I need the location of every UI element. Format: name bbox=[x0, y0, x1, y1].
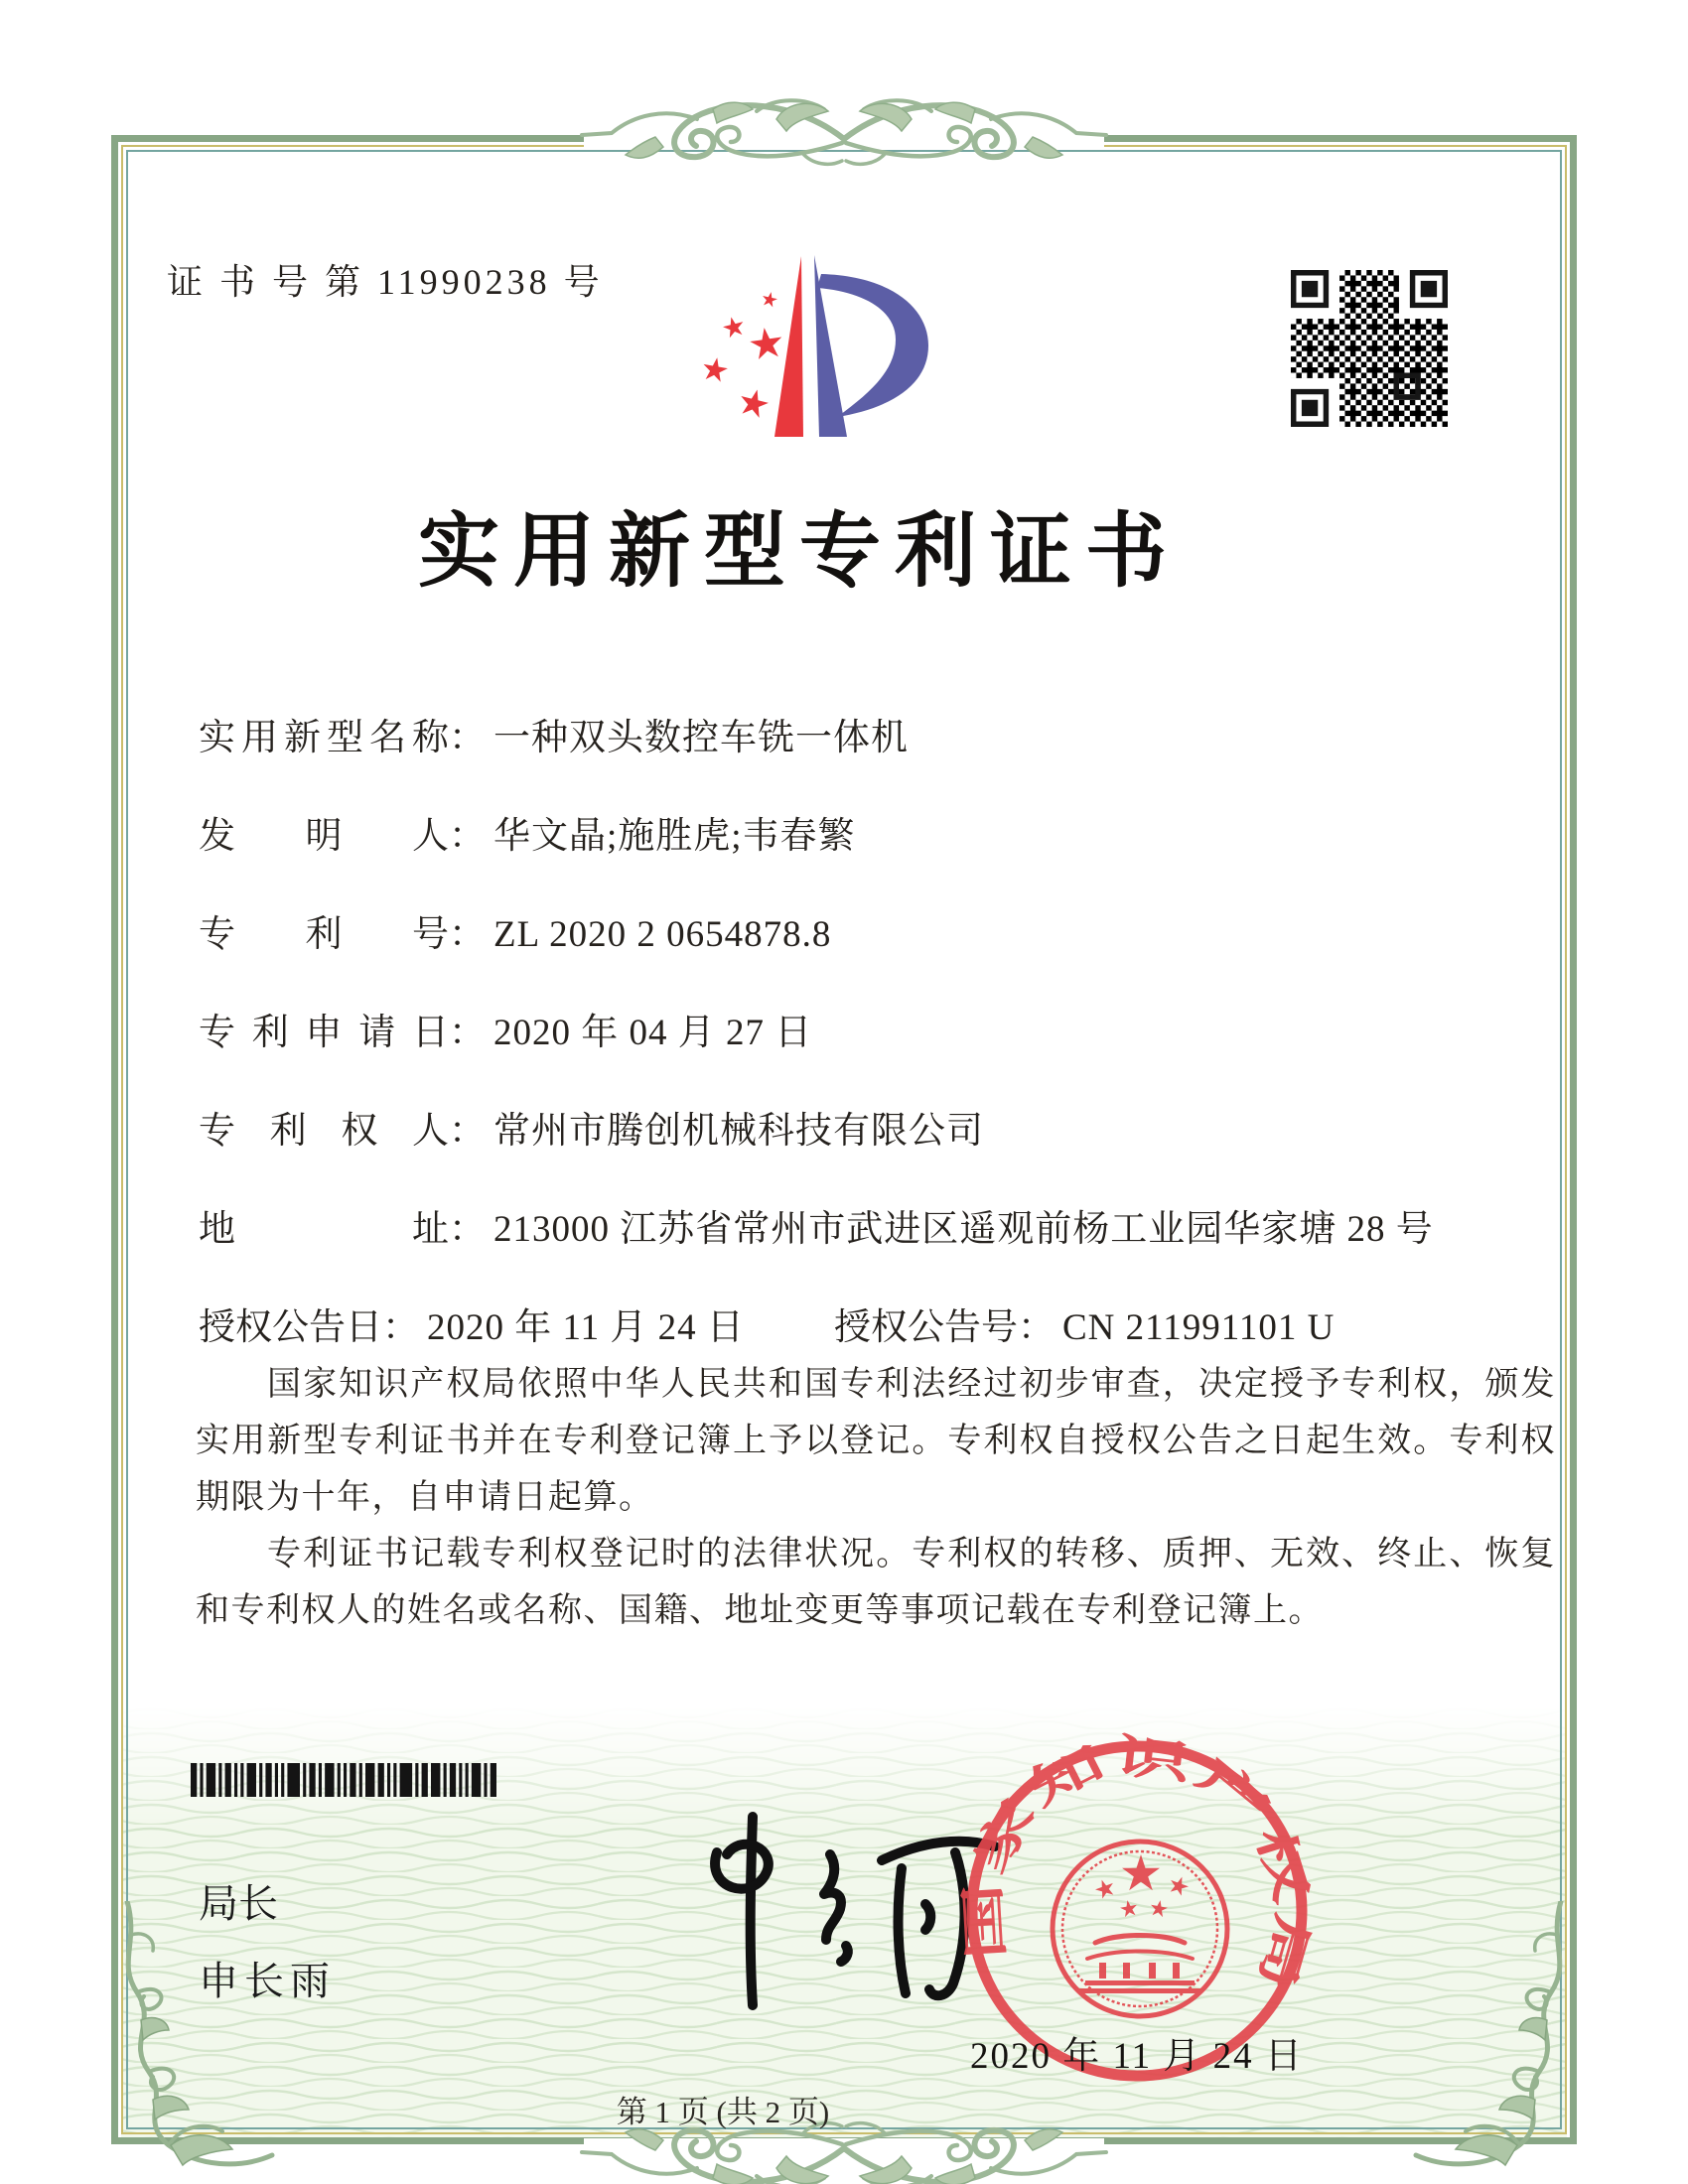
field-colon: ： bbox=[449, 816, 486, 857]
page-number: 第 1 页 (共 2 页) bbox=[616, 2095, 830, 2129]
certificate-number: 证 书 号 第 11990238 号 bbox=[167, 262, 604, 302]
field-colon: ： bbox=[449, 1013, 486, 1053]
field-row-grant bbox=[199, 1297, 1336, 1350]
grant-number-group bbox=[834, 1297, 1335, 1350]
legal-text-block bbox=[196, 1356, 1556, 1639]
barcode bbox=[191, 1763, 496, 1797]
logo-blue-shapes bbox=[814, 255, 928, 437]
grant-number-value: CN 211991101 U bbox=[1062, 1307, 1336, 1348]
certificate-title: 实用新型专利证书 bbox=[417, 506, 1181, 597]
field-label-name: 实用新型名称 bbox=[199, 718, 449, 758]
field-value-filing-date: 2020 年 04 月 27 日 bbox=[493, 1013, 813, 1053]
seal-date: 2020 年 11 月 24 日 bbox=[970, 2036, 1304, 2077]
field-value-address: 213000 江苏省常州市武进区遥观前杨工业园华家塘 28 号 bbox=[493, 1209, 1434, 1250]
cnipa-logo bbox=[692, 248, 940, 442]
field-row-name bbox=[199, 707, 909, 760]
field-label-patent-number: 专利号 bbox=[199, 914, 449, 955]
field-value-patentee: 常州市腾创机械科技有限公司 bbox=[493, 1111, 984, 1152]
field-row-patent-number bbox=[199, 903, 831, 957]
grant-date-label: 授权公告日 bbox=[199, 1307, 382, 1348]
field-row-inventors bbox=[199, 805, 856, 859]
field-label-patentee: 专利权人 bbox=[199, 1111, 449, 1152]
field-value-name: 一种双头数控车铣一体机 bbox=[493, 718, 909, 758]
national-emblem bbox=[1053, 1842, 1227, 2016]
field-value-inventors: 华文晶;施胜虎;韦春繁 bbox=[493, 816, 856, 857]
grant-date-value: 2020 年 11 月 24 日 bbox=[427, 1307, 745, 1348]
legal-paragraph-2: 专利证书记载专利权登记时的法律状况。专利权的转移、质押、无效、终止、恢复和专利权人的姓名或名称、国籍、地址变更等事项记载在专利登记簿上。 bbox=[196, 1536, 1556, 1629]
field-row-filing-date bbox=[199, 1002, 812, 1055]
legal-paragraph-1: 国家知识产权局依照中华人民共和国专利法经过初步审查，决定授予专利权，颁发实用新型专利证书并在专利登记簿上予以登记。专利权自授权公告之日起生效。专利权期限为十年，自申请日起算。 bbox=[196, 1366, 1556, 1516]
field-colon: ： bbox=[1018, 1307, 1055, 1348]
qr-code bbox=[1291, 270, 1448, 427]
grant-number-label: 授权公告号 bbox=[834, 1307, 1018, 1348]
field-row-patentee bbox=[199, 1100, 984, 1154]
seal-text: 国家知识产权局 bbox=[958, 1729, 1320, 1969]
field-colon: ： bbox=[449, 718, 486, 758]
field-label-address: 地址 bbox=[199, 1209, 449, 1250]
field-label-inventors: 发明人 bbox=[199, 816, 449, 857]
field-colon: ： bbox=[449, 914, 486, 955]
field-row-address bbox=[199, 1198, 1434, 1252]
field-label-filing-date: 专利申请日 bbox=[199, 1013, 449, 1053]
logo-red-shapes bbox=[701, 256, 803, 437]
field-value-patent-number: ZL 2020 2 0654878.8 bbox=[493, 914, 832, 955]
commissioner-title: 局长 bbox=[199, 1882, 278, 1926]
field-colon: ： bbox=[382, 1307, 419, 1348]
field-colon: ： bbox=[449, 1209, 486, 1250]
field-colon: ： bbox=[449, 1111, 486, 1152]
commissioner-name: 申长雨 bbox=[199, 1960, 336, 2003]
